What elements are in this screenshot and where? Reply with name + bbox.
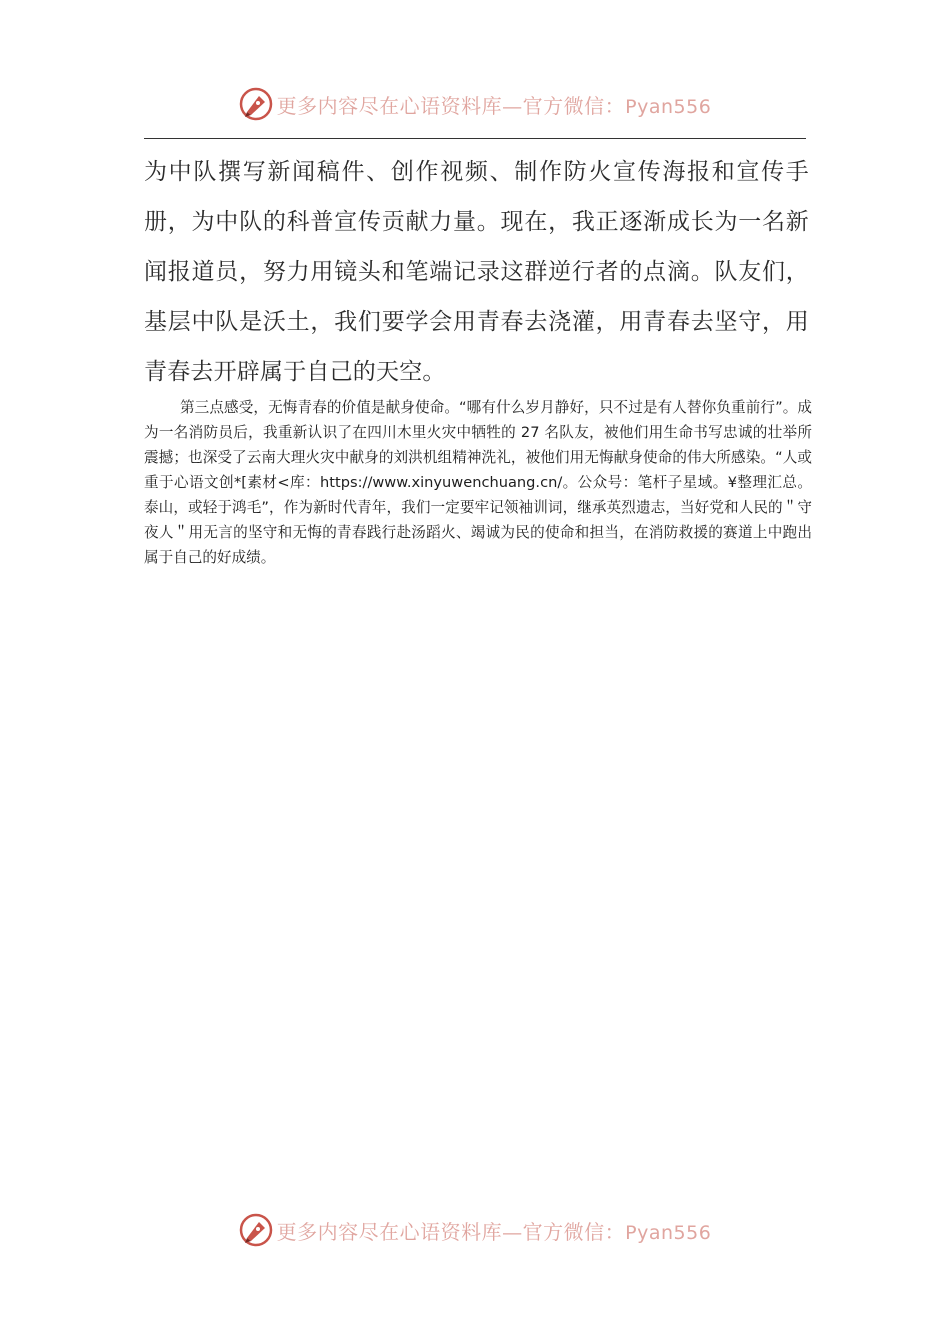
body-paragraph-large: 为中队撰写新闻稿件、创作视频、制作防火宣传海报和宣传手册，为中队的科普宣传贡献力量。现在，我正逐渐成长为一名新闻报道员，努力用镜头和笔端记录这群逆行者的点滴。队友们，基层中队是沃土，我们要学会用青春去浇灌，用青春去坚守，用青春去开辟属于自己的天空。 <box>144 159 809 385</box>
pen-nib-logo-icon <box>239 1213 273 1247</box>
footer-banner-text: 更多内容尽在心语资料库—官方微信：Pyan556 <box>276 1219 712 1244</box>
body-paragraph-small: 第三点感受，无悔青春的价值是献身使命。“哪有什么岁月静好，只不过是有人替你负重前行”。成为一名消防员后，我重新认识了在四川木里火灾中牺牲的 27 名队友，被他们用生命书写忠诚的壮举所震撼；也深受了云南大理火灾中献身的刘洪机组精神洗礼，被他们用无悔献身使命的伟大所感染。“人或重于心语文创*[素材<库：https://www.xinyuwenchuang.cn/。公众号：笔杆子星域。¥整理汇总。泰山，或轻于鸿毛”，作为新时代青年，我们一定要牢记领袖训词，继承英烈遗志，当好党和人民的＂守夜人＂用无言的坚守和无悔的青春践行赴汤蹈火、竭诚为民的使命和担当，在消防救援的赛道上中跑出属于自己的好成绩。 <box>144 399 812 566</box>
header-banner <box>0 82 950 126</box>
pen-nib-logo-icon <box>239 87 273 121</box>
footer-banner <box>0 1208 950 1252</box>
header-banner-text: 更多内容尽在心语资料库—官方微信：Pyan556 <box>276 93 712 118</box>
footer-wechat-id: Pyan556 <box>625 1221 712 1244</box>
header-wechat-id: Pyan556 <box>625 95 712 118</box>
header-divider <box>144 138 806 139</box>
